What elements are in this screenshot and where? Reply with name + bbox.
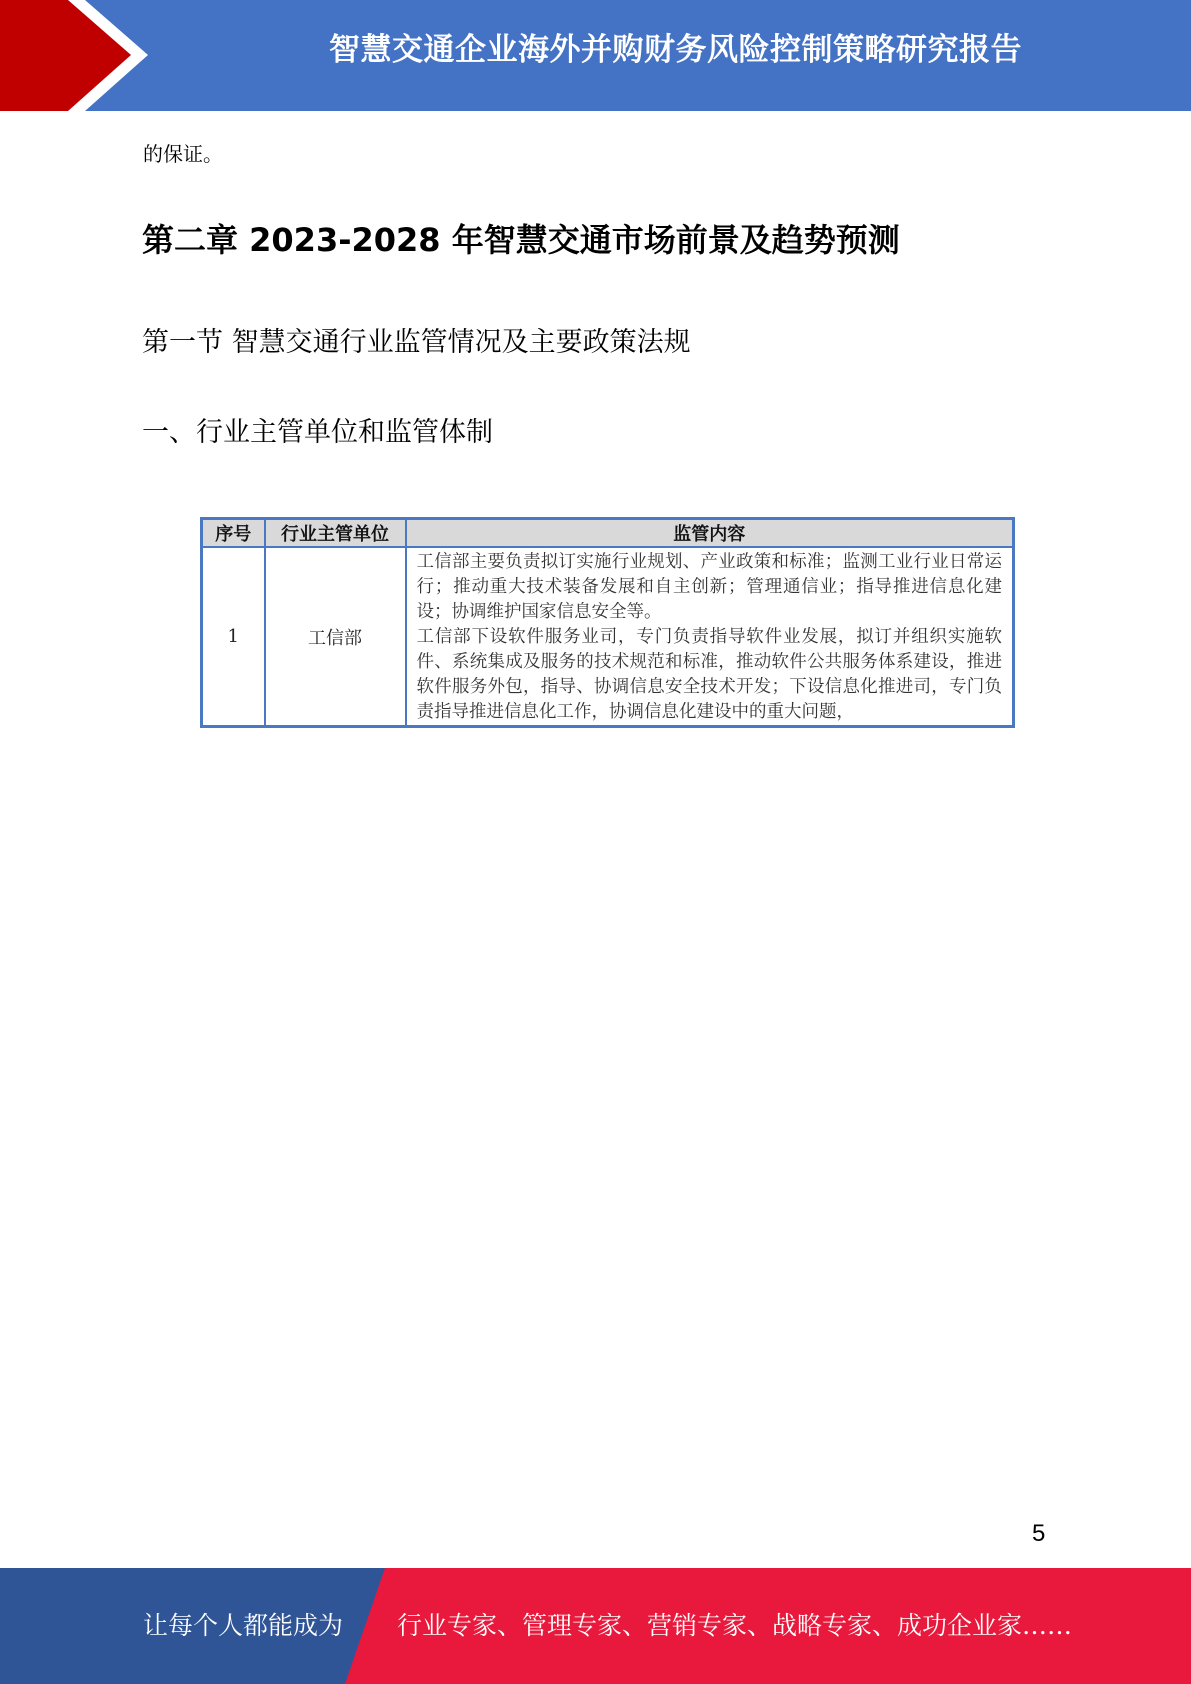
column-header-authority: 行业主管单位 <box>265 519 406 548</box>
header-chevron-decoration <box>0 0 180 111</box>
row-content-cell <box>406 547 1014 727</box>
row-authority-cell: 工信部 <box>265 547 406 727</box>
section-heading: 第一节 智慧交通行业监管情况及主要政策法规 <box>142 327 691 358</box>
regulatory-authority-table <box>200 517 1015 728</box>
table-header-row <box>202 519 1014 548</box>
footer-slogan-right: 行业专家、管理专家、营销专家、战略专家、成功企业家…… <box>397 1611 1073 1640</box>
column-header-index: 序号 <box>202 519 265 548</box>
table-row <box>202 547 1014 727</box>
row-index-cell: 1 <box>202 547 265 727</box>
content-paragraph: 工信部下设软件服务业司，专门负责指导软件业发展，拟订并组织实施软件、系统集成及服务的技术规范和标准，推动软件公共服务体系建设，推进软件服务外包，指导、协调信息安全技术开发；下设信息化推进司，专门负责指导推进信息化工作，协调信息化建设中的重大问题， <box>416 627 1002 722</box>
continued-paragraph-text: 的保证。 <box>143 142 223 166</box>
page-number: 5 <box>1032 1520 1046 1547</box>
page-footer <box>0 1568 1191 1684</box>
content-paragraph: 工信部主要负责拟订实施行业规划、产业政策和标准；监测工业行业日常运行；推动重大技术装备发展和自主创新；管理通信业；指导推进信息化建设；协调维护国家信息安全等。 <box>416 552 1002 622</box>
column-header-content: 监管内容 <box>406 519 1014 548</box>
subsection-heading: 一、行业主管单位和监管体制 <box>142 417 493 448</box>
chapter-heading: 第二章 2023-2028 年智慧交通市场前景及趋势预测 <box>142 221 900 259</box>
report-title: 智慧交通企业海外并购财务风险控制策略研究报告 <box>329 32 1022 68</box>
footer-slogan-left: 让每个人都能成为 <box>143 1611 344 1640</box>
page-header <box>0 0 1191 111</box>
